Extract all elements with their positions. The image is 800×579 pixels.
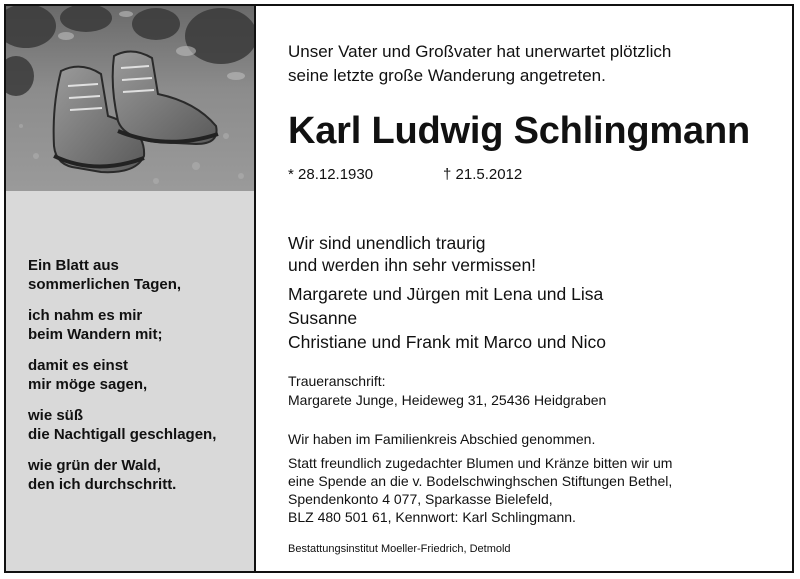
poem-line: den ich durchschritt. bbox=[28, 476, 177, 493]
donation-note bbox=[288, 454, 672, 526]
birth-date: * 28.12.1930 bbox=[288, 166, 374, 183]
address-value: Margarete Junge, Heideweg 31, 25436 Heidgraben bbox=[288, 392, 607, 408]
poem-line: die Nachtigall geschlagen, bbox=[28, 426, 217, 443]
intro-line: Unser Vater und Großvater hat unerwartet plötzlich bbox=[288, 42, 672, 61]
poem-stanza bbox=[28, 356, 248, 394]
poem-line: Ein Blatt aus bbox=[28, 257, 119, 274]
poem-line: ich nahm es mir bbox=[28, 307, 143, 324]
family-list bbox=[288, 282, 606, 354]
mourning-text bbox=[288, 232, 536, 276]
obituary-notice bbox=[4, 4, 794, 573]
poem-stanza bbox=[28, 456, 248, 494]
poem-line: wie süß bbox=[28, 407, 84, 424]
deceased-name: Karl Ludwig Schlingmann bbox=[288, 110, 750, 152]
intro-text bbox=[288, 40, 671, 88]
mourning-line: Wir sind unendlich traurig bbox=[288, 233, 486, 253]
intro-line: seine letzte große Wanderung angetreten. bbox=[288, 66, 606, 85]
poem bbox=[28, 256, 248, 506]
family-member: Christiane und Frank mit Marco und Nico bbox=[288, 332, 607, 352]
mourning-line: und werden ihn sehr vermissen! bbox=[288, 255, 537, 275]
poem-line: wie grün der Wald, bbox=[28, 457, 161, 474]
poem-line: beim Wandern mit; bbox=[28, 326, 163, 343]
donation-line: Spendenkonto 4 077, Sparkasse Bielefeld, bbox=[288, 491, 553, 507]
poem-stanza bbox=[28, 256, 248, 294]
mourning-address bbox=[288, 372, 606, 410]
poem-stanza bbox=[28, 406, 248, 444]
poem-stanza bbox=[28, 306, 248, 344]
family-member: Susanne bbox=[288, 308, 358, 328]
family-member: Margarete und Jürgen mit Lena und Lisa bbox=[288, 284, 604, 304]
address-label: Traueranschrift: bbox=[288, 373, 386, 389]
donation-line: Statt freundlich zugedachter Blumen und Kränze bitten wir um bbox=[288, 455, 673, 471]
left-panel bbox=[6, 6, 256, 571]
poem-line: damit es einst bbox=[28, 357, 129, 374]
donation-line: eine Spende an die v. Bodelschwinghschen Stiftungen Bethel, bbox=[288, 473, 673, 489]
farewell-note: Wir haben im Familienkreis Abschied genommen. bbox=[288, 431, 596, 447]
death-date: † 21.5.2012 bbox=[443, 166, 523, 183]
poem-line: mir möge sagen, bbox=[28, 376, 148, 393]
undertaker-credit: Bestattungsinstitut Moeller-Friedrich, Detmold bbox=[288, 543, 511, 555]
donation-line: BLZ 480 501 61, Kennwort: Karl Schlingmann. bbox=[288, 509, 576, 525]
hiking-boots-photo bbox=[6, 6, 254, 191]
poem-line: sommerlichen Tagen, bbox=[28, 276, 182, 293]
